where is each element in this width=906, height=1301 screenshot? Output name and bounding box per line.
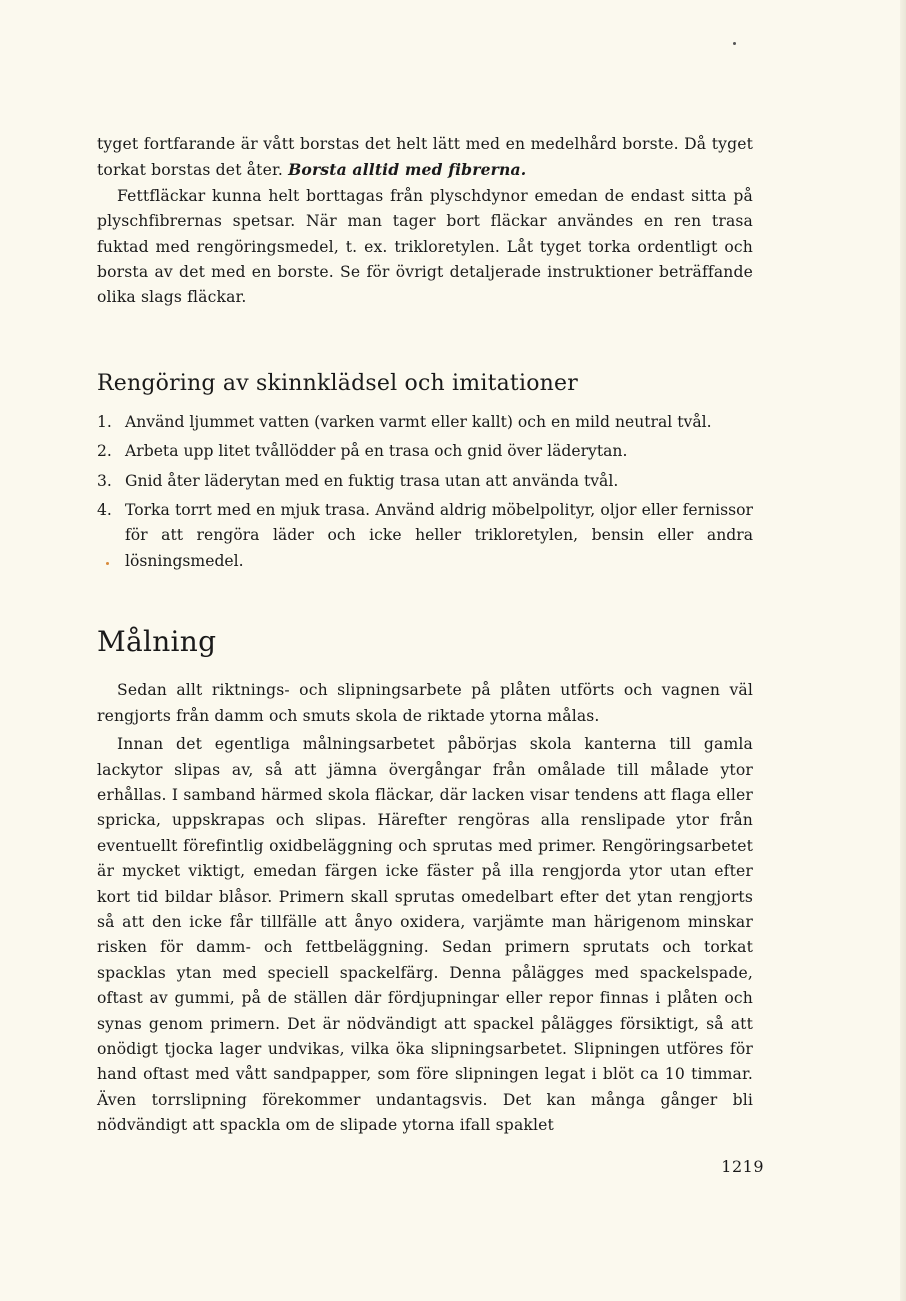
- list-item: [97, 410, 753, 435]
- list-item: [97, 498, 753, 574]
- section-heading-painting: Målning: [97, 625, 217, 659]
- step-number: 1.: [97, 412, 112, 431]
- page-number: 1219: [721, 1157, 764, 1176]
- painting-paragraph-2: Innan det egentliga målningsarbetet påbörjas skola kanterna till gamla lackytor slipas av, så att jämna övergångar från omålade till målade ytor erhållas. I samband härmed skola fläckar, där lacken visar tendens att flaga eller spricka, uppskrapas och slipas. Härefter rengöras alla renslipade ytor från eventuellt förefintlig oxidbeläggning och sprutas med primer. Rengöringsarbetet är mycket viktigt, emedan färgen icke fäster på illa rengjorda ytor utan efter kort tid bildar blåsor. Primern skall sprutas omedelbart efter det ytan rengjorts så att den icke får tillfälle att ånyo oxidera, varjämte man härigenom minskar risken för damm- och fettbeläggning. Sedan primern sprutats och torkat spacklas ytan med speciell spackelfärg. Denna pålägges med spackelspade, oftast av gummi, på de ställen där fördjupningar eller repor finnas i plåten och synas genom primern. Det är nödvändigt att spackel pålägges försiktigt, så att onödigt tjocka lager undvikas, vilka öka slipningsarbetet. Slipningen utföres för hand oftast med vått sandpapper, som före slipningen legat i blöt ca 10 timmar. Även torrslipning förekommer undantagsvis. Det kan många gånger bli nödvändigt att spackla om de slipade ytorna ifall spaklet: [97, 735, 753, 1135]
- painting-paragraph-1: Sedan allt riktnings- och slipningsarbete på plåten utförts och vagnen väl rengjorts från damm och smuts skola de riktade ytorna målas.: [97, 681, 753, 725]
- step-text: Torka torrt med en mjuk trasa. Använd aldrig möbelpolityr, oljor eller fernissor för att rengöra läder och icke heller trikloretylen, bensin eller andra lösningsmedel.: [125, 501, 753, 570]
- step-number: 2.: [97, 442, 112, 461]
- cleaning-steps-list: [97, 410, 753, 574]
- intro-paragraph-1: [97, 132, 753, 184]
- section-heading-leather: Rengöring av skinnklädsel och imitationer: [97, 370, 578, 396]
- page-content: [97, 132, 753, 1139]
- step-text: Använd ljummet vatten (varken varmt eller kallt) och en mild neutral tvål.: [125, 412, 712, 431]
- intro-paragraph-2: Fettfläckar kunna helt borttagas från plyschdynor emedan de endast sitta på plyschfibrernas spetsar. När man tager bort fläckar användes en ren trasa fuktad med rengöringsmedel, t. ex. trikloretylen. Låt tyget torka ordentligt och borsta av det med en borste. Se för övrigt detaljerade instruktioner beträffande olika slags fläckar.: [97, 186, 753, 307]
- print-speck: [733, 42, 736, 45]
- step-text: Gnid åter läderytan med en fuktig trasa utan att använda tvål.: [125, 471, 619, 490]
- list-item: [97, 469, 753, 494]
- step-number: 3.: [97, 471, 112, 490]
- step-text: Arbeta upp litet tvållödder på en trasa och gnid över läderytan.: [125, 442, 628, 461]
- intro-emphasis: Borsta alltid med fibrerna.: [288, 160, 527, 180]
- page-edge: [900, 0, 906, 1301]
- list-item: [97, 439, 753, 464]
- step-number: 4.: [97, 501, 112, 520]
- intro-text: tyget fortfarande är vått borstas det helt lätt med en medelhård borste. Då tyget torkat borstas det åter.: [97, 135, 753, 180]
